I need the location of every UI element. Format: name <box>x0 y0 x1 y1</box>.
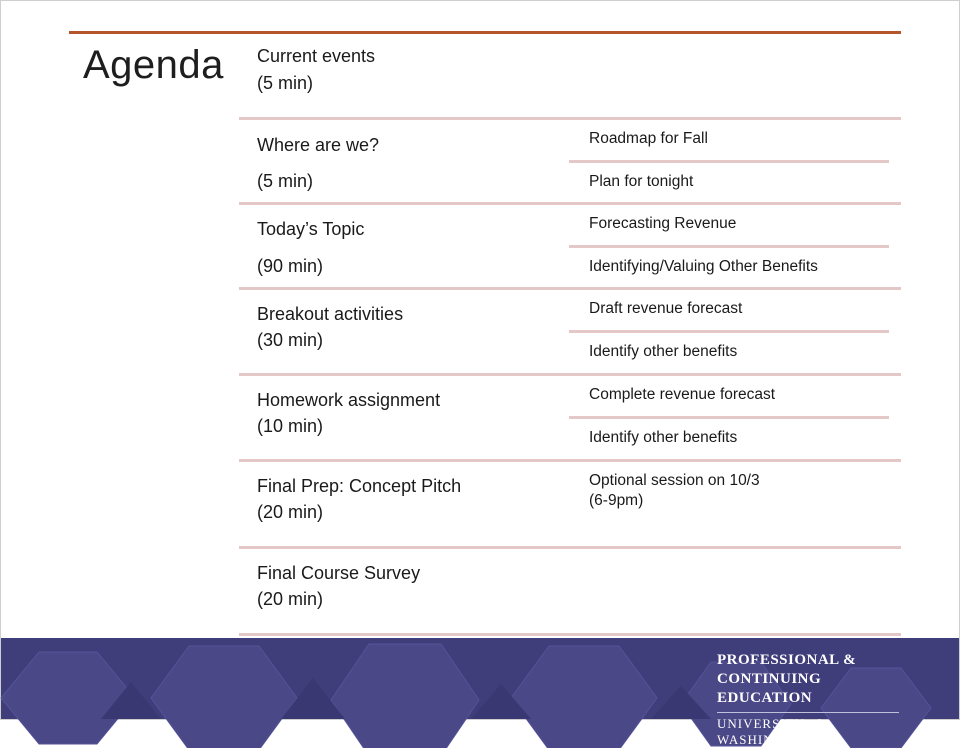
agenda-item-title: Homework assignment <box>257 390 441 410</box>
agenda-subitem: Plan for tonight <box>589 173 694 190</box>
agenda-subitem: Identify other benefits <box>589 343 738 360</box>
title-rule <box>69 31 901 34</box>
agenda-item-title: Final Course Survey <box>257 563 421 583</box>
agenda-subitem-line: (6-9pm) <box>589 492 644 509</box>
agenda-subitem: Roadmap for Fall <box>569 120 889 163</box>
agenda-item-title: Today’s Topic <box>257 219 365 239</box>
agenda-row-course-survey <box>239 549 901 636</box>
agenda-item-title: Where are we? <box>257 135 380 155</box>
agenda-subitem <box>569 462 889 542</box>
agenda-row-homework <box>239 376 901 462</box>
logo-line: CONTINUING EDUCATION <box>717 671 822 706</box>
agenda-subitem: Identifying/Valuing Other Benefits <box>589 258 818 275</box>
agenda-subitems <box>569 120 889 203</box>
agenda-subitems <box>569 376 889 459</box>
agenda-table <box>239 37 901 636</box>
agenda-item-duration: (5 min) <box>257 171 314 191</box>
logo-line: UNIVERSITY of WASHINGTON <box>717 716 822 747</box>
agenda-item-title: Final Prep: Concept Pitch <box>257 476 462 496</box>
agenda-row-breakout <box>239 290 901 376</box>
logo-line: PROFESSIONAL & <box>717 652 857 668</box>
agenda-row-todays-topic <box>239 205 901 290</box>
agenda-subitem: Draft revenue forecast <box>569 290 889 333</box>
slide-title: Agenda <box>83 43 224 87</box>
agenda-subitems <box>569 290 889 373</box>
agenda-subitem-line: Optional session on 10/3 <box>589 472 760 489</box>
agenda-row-final-prep <box>239 462 901 549</box>
uw-pce-logo <box>717 651 907 748</box>
agenda-subitems <box>569 205 889 288</box>
agenda-item-duration: (10 min) <box>257 416 324 436</box>
agenda-item-duration: (5 min) <box>257 73 314 93</box>
agenda-subitem: Forecasting Revenue <box>569 205 889 248</box>
agenda-item-title: Current events <box>257 46 376 66</box>
logo-divider <box>717 712 899 713</box>
agenda-item-duration: (30 min) <box>257 330 324 350</box>
agenda-subitems <box>569 462 889 542</box>
agenda-subitem: Identify other benefits <box>589 429 738 446</box>
agenda-item-duration: (20 min) <box>257 589 324 609</box>
agenda-row-where-are-we <box>239 120 901 205</box>
agenda-subitem: Complete revenue forecast <box>569 376 889 419</box>
agenda-item-duration: (20 min) <box>257 502 324 522</box>
agenda-item-duration: (90 min) <box>257 256 324 276</box>
agenda-item-title: Breakout activities <box>257 304 404 324</box>
agenda-row-current-events <box>239 37 901 120</box>
